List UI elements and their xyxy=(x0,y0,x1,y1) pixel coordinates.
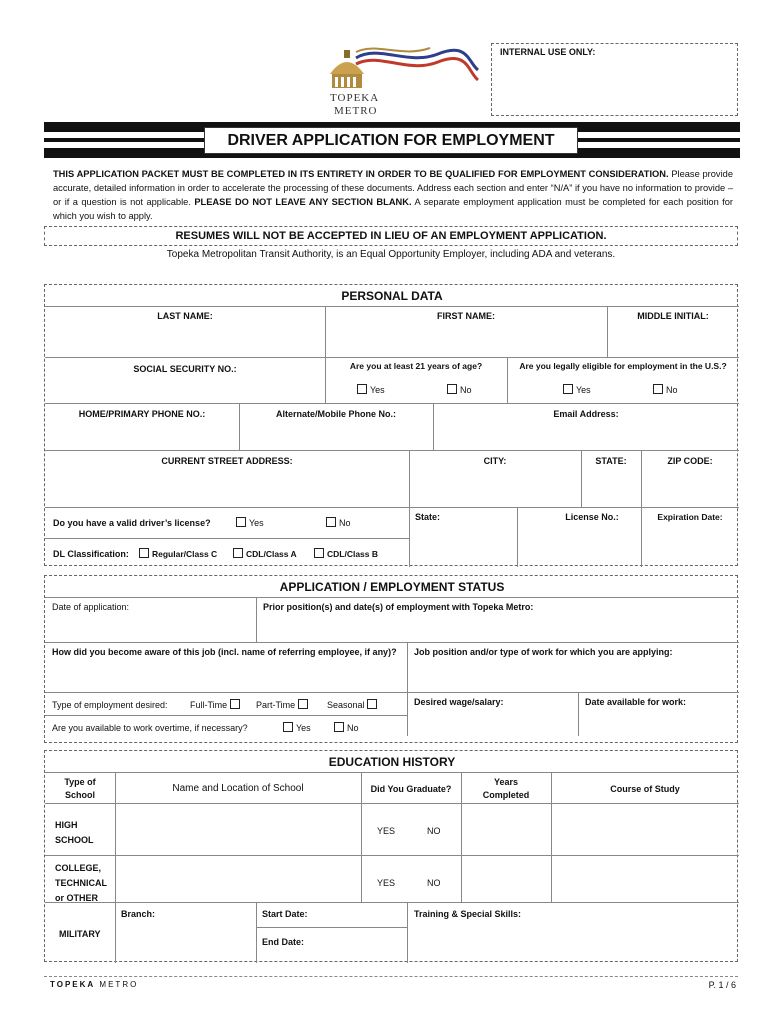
job-awareness-label: How did you become aware of this job (incl. name of referring employee, if any)? xyxy=(52,647,397,657)
full-time-option[interactable] xyxy=(190,699,243,710)
eligible-no-checkbox[interactable] xyxy=(653,384,663,394)
intro-paragraph xyxy=(53,167,733,223)
license-question: Do you have a valid driver’s license? xyxy=(53,518,211,528)
internal-use-label: INTERNAL USE ONLY: xyxy=(500,47,596,57)
training-skills-label: Training & Special Skills: xyxy=(414,909,522,919)
age-question: Are you at least 21 years of age? xyxy=(349,361,483,371)
personal-data-title: PERSONAL DATA xyxy=(341,289,443,303)
school-text: School xyxy=(64,790,95,800)
city-label: CITY: xyxy=(483,456,507,466)
page-number: P. 1 / 6 xyxy=(708,980,736,990)
footer-brand-bold: TOPEKA xyxy=(50,980,96,989)
course-of-study-header: Course of Study xyxy=(610,784,680,794)
alt-phone-label: Alternate/Mobile Phone No.: xyxy=(275,409,396,419)
type-of-school-header xyxy=(45,776,115,802)
military-label: MILITARY xyxy=(59,929,101,939)
start-date-label: Start Date: xyxy=(262,909,308,919)
graduate-header: Did You Graduate? xyxy=(370,784,452,794)
date-of-application-label: Date of application: xyxy=(52,602,130,612)
logo xyxy=(318,44,483,120)
class-c-checkbox[interactable] xyxy=(139,548,149,558)
footer-divider xyxy=(44,976,738,977)
eligible-question: Are you legally eligible for employment in the U.S.? xyxy=(519,361,727,371)
eligible-yes-label: Yes xyxy=(576,385,591,395)
age-no-label: No xyxy=(460,385,472,395)
eligible-no-option[interactable] xyxy=(653,384,678,395)
school-row-text: SCHOOL xyxy=(55,835,94,845)
personal-data-section xyxy=(44,284,738,566)
overtime-no-label: No xyxy=(347,723,359,733)
part-time-checkbox[interactable] xyxy=(298,699,308,709)
zip-label: ZIP CODE: xyxy=(667,456,713,466)
application-status-section xyxy=(44,575,738,743)
technical-text: TECHNICAL xyxy=(55,878,107,888)
class-b-checkbox[interactable] xyxy=(314,548,324,558)
license-state-label: State: xyxy=(415,512,441,522)
full-time-label: Full-Time xyxy=(190,700,228,710)
home-phone-label: HOME/PRIMARY PHONE NO.: xyxy=(78,409,206,419)
overtime-yes-option[interactable] xyxy=(283,722,311,733)
title-bar xyxy=(44,122,740,158)
internal-use-box xyxy=(491,43,738,116)
license-yes-option[interactable] xyxy=(236,517,264,528)
license-yes-checkbox[interactable] xyxy=(236,517,246,527)
overtime-question: Are you available to work overtime, if necessary? xyxy=(52,723,248,733)
job-position-label: Job position and/or type of work for which you are applying: xyxy=(414,647,673,657)
intro-text-2: A separate employment application must be completed for each position for which you wish to apply. xyxy=(53,197,734,221)
overtime-yes-label: Yes xyxy=(296,723,311,733)
education-history-title: EDUCATION HISTORY xyxy=(328,755,456,769)
application-status-title: APPLICATION / EMPLOYMENT STATUS xyxy=(279,580,505,594)
class-b-label: CDL/Class B xyxy=(327,549,379,559)
class-b-option[interactable] xyxy=(314,548,378,559)
college-label xyxy=(55,861,107,906)
age-no-option[interactable] xyxy=(447,384,472,395)
education-history-section xyxy=(44,750,738,962)
logo-text-line2: METRO xyxy=(334,105,378,117)
class-a-checkbox[interactable] xyxy=(233,548,243,558)
part-time-option[interactable] xyxy=(256,699,311,710)
age-yes-checkbox[interactable] xyxy=(357,384,367,394)
employment-type-label: Type of employment desired: xyxy=(52,700,168,710)
age-no-checkbox[interactable] xyxy=(447,384,457,394)
license-yes-label: Yes xyxy=(249,518,264,528)
eligible-yes-option[interactable] xyxy=(563,384,591,395)
last-name-field[interactable] xyxy=(47,323,323,355)
full-time-checkbox[interactable] xyxy=(230,699,240,709)
resumes-notice xyxy=(44,226,738,246)
class-a-label: CDL/Class A xyxy=(246,549,297,559)
age-yes-option[interactable] xyxy=(357,384,385,395)
last-name-label: LAST NAME: xyxy=(157,311,213,321)
license-no-option[interactable] xyxy=(326,517,351,528)
intro-bold-1: THIS APPLICATION PACKET MUST BE COMPLETED IN ITS ENTIRETY IN ORDER TO BE QUALIFIED FOR EMPLOYMENT CONSIDERATION. xyxy=(53,169,669,179)
high-school-label xyxy=(55,818,94,848)
type-of-text: Type of xyxy=(64,777,96,787)
resumes-notice-text: RESUMES WILL NOT BE ACCEPTED IN LIEU OF AN EMPLOYMENT APPLICATION. xyxy=(175,230,607,242)
part-time-label: Part-Time xyxy=(256,700,296,710)
seasonal-option[interactable] xyxy=(327,699,380,710)
overtime-no-option[interactable] xyxy=(334,722,359,733)
high-text: HIGH xyxy=(55,820,78,830)
other-text: or OTHER xyxy=(55,893,99,903)
dl-classification-label: DL Classification: xyxy=(53,549,129,559)
years-text: Years xyxy=(493,777,519,787)
seasonal-label: Seasonal xyxy=(327,700,365,710)
license-number-label: License No.: xyxy=(565,512,619,522)
eligible-yes-checkbox[interactable] xyxy=(563,384,573,394)
high-school-no[interactable]: NO xyxy=(427,826,441,836)
end-date-label: End Date: xyxy=(262,937,305,947)
class-a-option[interactable] xyxy=(233,548,297,559)
high-school-yes[interactable]: YES xyxy=(377,826,396,836)
license-no-label: No xyxy=(339,518,351,528)
class-c-option[interactable] xyxy=(139,548,217,559)
street-address-label: CURRENT STREET ADDRESS: xyxy=(161,456,293,466)
first-name-field[interactable] xyxy=(328,323,604,355)
intro-text-1: Please provide accurate, detailed information in order to accelerate the processing of these documents. Address each section and enter “N/A” if you have no information to provide – or if a question is not applicable. xyxy=(53,169,733,207)
footer-brand xyxy=(50,980,138,989)
footer-brand-text: METRO xyxy=(95,980,139,989)
age-yes-label: Yes xyxy=(370,385,385,395)
branch-label: Branch: xyxy=(121,909,156,919)
seasonal-checkbox[interactable] xyxy=(367,699,377,709)
eligible-no-label: No xyxy=(666,385,678,395)
overtime-yes-checkbox[interactable] xyxy=(283,722,293,732)
eoe-statement: Topeka Metropolitan Transit Authority, is an Equal Opportunity Employer, including ADA and veterans. xyxy=(166,249,616,260)
prior-employment-label: Prior position(s) and date(s) of employment with Topeka Metro: xyxy=(263,602,534,612)
email-label: Email Address: xyxy=(553,409,619,419)
page-title: DRIVER APPLICATION FOR EMPLOYMENT xyxy=(204,127,578,154)
date-available-label: Date available for work: xyxy=(585,697,687,707)
desired-wage-label: Desired wage/salary: xyxy=(414,697,504,707)
class-c-label: Regular/Class C xyxy=(152,549,218,559)
overtime-no-checkbox[interactable] xyxy=(334,722,344,732)
college-no[interactable]: NO xyxy=(427,878,441,888)
license-no-checkbox[interactable] xyxy=(326,517,336,527)
expiration-label: Expiration Date: xyxy=(657,512,723,522)
intro-bold-2: PLEASE DO NOT LEAVE ANY SECTION BLANK. xyxy=(194,197,412,207)
middle-initial-label: MIDDLE INITIAL: xyxy=(637,311,709,321)
completed-text: Completed xyxy=(482,790,530,800)
college-text: COLLEGE, xyxy=(55,863,102,873)
state-label: STATE: xyxy=(595,456,627,466)
first-name-label: FIRST NAME: xyxy=(437,311,495,321)
middle-initial-field[interactable] xyxy=(610,323,736,355)
topeka-metro-logo-icon xyxy=(318,44,483,94)
college-yes[interactable]: YES xyxy=(377,878,396,888)
years-completed-header xyxy=(461,776,551,802)
ssn-label: SOCIAL SECURITY NO.: xyxy=(133,364,237,374)
name-location-header: Name and Location of School xyxy=(172,783,304,794)
logo-text-line1: TOPEKA xyxy=(330,92,380,104)
